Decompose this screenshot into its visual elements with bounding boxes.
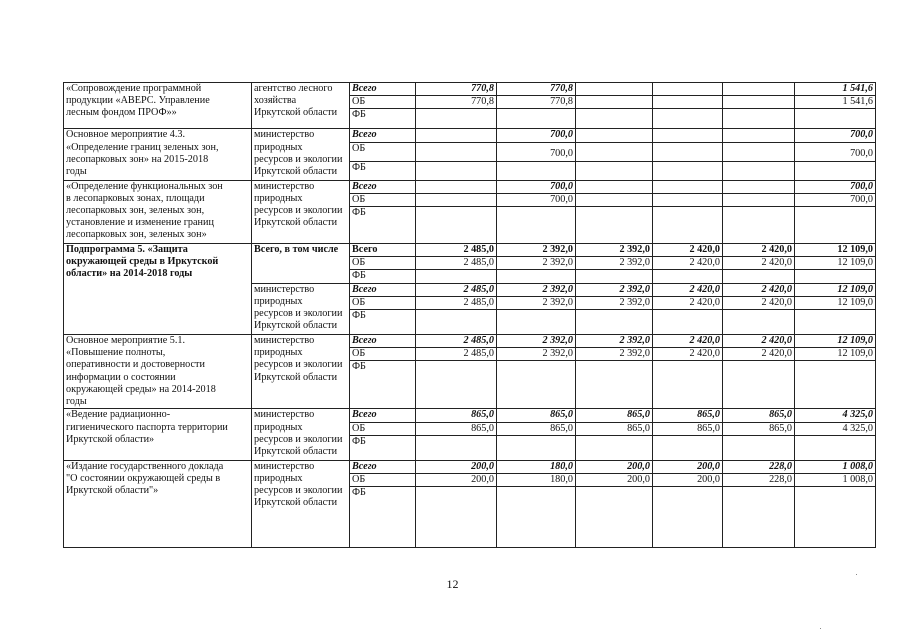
executor: министерство природных ресурсов и экологии Иркутской области <box>252 409 350 460</box>
value-2014: 2 485,0 <box>416 335 497 348</box>
page-number: 12 <box>446 577 459 591</box>
executor: министерство природных ресурсов и экологии Иркутской области <box>252 129 350 180</box>
value-2015: 770,8 <box>497 96 576 109</box>
value-2014 <box>416 310 497 335</box>
value-2016 <box>576 180 653 193</box>
value-2015: 2 392,0 <box>497 244 576 257</box>
value-total: 700,0 <box>795 180 876 193</box>
value-2017: 2 420,0 <box>653 283 723 296</box>
value-2015 <box>497 487 576 548</box>
table-row <box>64 180 876 193</box>
table-row <box>64 409 876 422</box>
value-2016: 200,0 <box>576 474 653 487</box>
value-2018 <box>723 129 795 142</box>
value-2015: 770,8 <box>497 83 576 96</box>
value-total: 12 109,0 <box>795 335 876 348</box>
value-2014 <box>416 435 497 460</box>
value-2015 <box>497 109 576 129</box>
executor: министерство природных ресурсов и экологии Иркутской области <box>252 283 350 334</box>
value-2017: 2 420,0 <box>653 257 723 270</box>
value-2015 <box>497 207 576 244</box>
funding-source: Всего <box>350 460 416 473</box>
value-2018: 865,0 <box>723 409 795 422</box>
value-total: 1 541,6 <box>795 83 876 96</box>
value-total <box>795 435 876 460</box>
value-2015: 865,0 <box>497 409 576 422</box>
value-2014: 2 485,0 <box>416 296 497 309</box>
value-2017 <box>653 161 723 180</box>
value-total <box>795 487 876 548</box>
value-2016: 2 392,0 <box>576 257 653 270</box>
value-total <box>795 109 876 129</box>
value-total: 4 325,0 <box>795 409 876 422</box>
value-2016 <box>576 207 653 244</box>
value-2016: 865,0 <box>576 422 653 435</box>
funding-source: ФБ <box>350 487 416 548</box>
funding-source: ОБ <box>350 348 416 361</box>
activity-name: «Ведение радиационно- гигиенического паспорта территории Иркутской области» <box>64 409 252 460</box>
value-2014 <box>416 270 497 283</box>
value-2015 <box>497 270 576 283</box>
value-2017: 865,0 <box>653 422 723 435</box>
value-2018 <box>723 193 795 206</box>
value-2017: 2 420,0 <box>653 348 723 361</box>
value-2017 <box>653 109 723 129</box>
value-total: 12 109,0 <box>795 257 876 270</box>
value-2014 <box>416 207 497 244</box>
value-2015 <box>497 161 576 180</box>
value-2014: 200,0 <box>416 460 497 473</box>
value-2017 <box>653 487 723 548</box>
value-2018 <box>723 310 795 335</box>
value-2016: 2 392,0 <box>576 296 653 309</box>
value-2017 <box>653 193 723 206</box>
value-2015: 700,0 <box>497 129 576 142</box>
value-total: 700,0 <box>795 142 876 161</box>
value-2015: 700,0 <box>497 193 576 206</box>
funding-source: Всего <box>350 335 416 348</box>
executor: Всего, в том числе <box>252 244 350 284</box>
value-2014 <box>416 109 497 129</box>
value-2016 <box>576 142 653 161</box>
value-total <box>795 361 876 409</box>
value-2014 <box>416 180 497 193</box>
table-row <box>64 335 876 348</box>
value-total <box>795 207 876 244</box>
value-2018: 228,0 <box>723 460 795 473</box>
value-2017 <box>653 96 723 109</box>
value-2018 <box>723 83 795 96</box>
value-total: 4 325,0 <box>795 422 876 435</box>
value-2017: 200,0 <box>653 460 723 473</box>
value-2016: 2 392,0 <box>576 283 653 296</box>
value-2018: 2 420,0 <box>723 348 795 361</box>
activity-name: «Сопровождение программной продукции «АВЕРС. Управление лесным фондом ПРОФ»» <box>64 83 252 129</box>
value-2018 <box>723 435 795 460</box>
value-2018 <box>723 109 795 129</box>
value-2017: 2 420,0 <box>653 335 723 348</box>
value-2015: 2 392,0 <box>497 257 576 270</box>
value-2015 <box>497 435 576 460</box>
value-2017 <box>653 142 723 161</box>
value-2017: 2 420,0 <box>653 244 723 257</box>
value-total <box>795 310 876 335</box>
value-2017 <box>653 310 723 335</box>
funding-source: ОБ <box>350 142 416 161</box>
value-2016 <box>576 310 653 335</box>
value-2018: 865,0 <box>723 422 795 435</box>
value-total: 12 109,0 <box>795 244 876 257</box>
value-2018: 2 420,0 <box>723 296 795 309</box>
value-2015: 180,0 <box>497 460 576 473</box>
value-2018 <box>723 142 795 161</box>
value-total <box>795 270 876 283</box>
funding-source: ФБ <box>350 361 416 409</box>
value-2017: 865,0 <box>653 409 723 422</box>
value-total: 1 008,0 <box>795 460 876 473</box>
value-total: 12 109,0 <box>795 348 876 361</box>
value-2016 <box>576 435 653 460</box>
table-row <box>64 460 876 473</box>
value-2018 <box>723 270 795 283</box>
value-2016 <box>576 83 653 96</box>
value-2014: 2 485,0 <box>416 283 497 296</box>
activity-name: «Определение функциональных зон в лесопарковых зонах, площади лесопарковых зон, зеленых зон, установление и изменение границ лесопарковых зон, зеленых зон» <box>64 180 252 243</box>
value-2015: 2 392,0 <box>497 296 576 309</box>
funding-source: ОБ <box>350 474 416 487</box>
funding-source: ФБ <box>350 161 416 180</box>
value-2015: 700,0 <box>497 180 576 193</box>
value-2016 <box>576 129 653 142</box>
funding-source: Всего <box>350 180 416 193</box>
value-2014 <box>416 129 497 142</box>
value-2014 <box>416 161 497 180</box>
value-2016: 865,0 <box>576 409 653 422</box>
value-total: 700,0 <box>795 193 876 206</box>
value-2014: 2 485,0 <box>416 348 497 361</box>
funding-source: ФБ <box>350 435 416 460</box>
value-2016 <box>576 161 653 180</box>
value-2015 <box>497 310 576 335</box>
executor: министерство природных ресурсов и экологии Иркутской области <box>252 180 350 243</box>
value-total: 1 008,0 <box>795 474 876 487</box>
value-total: 12 109,0 <box>795 296 876 309</box>
value-2018 <box>723 487 795 548</box>
value-2014 <box>416 193 497 206</box>
value-2014: 770,8 <box>416 83 497 96</box>
value-2014: 865,0 <box>416 409 497 422</box>
activity-name: Основное мероприятие 4.3. «Определение границ зеленых зон, лесопарковых зон» на 2015-2018 годы <box>64 129 252 180</box>
value-2015: 2 392,0 <box>497 283 576 296</box>
scan-speck <box>856 574 857 575</box>
funding-source: ФБ <box>350 109 416 129</box>
table-row <box>64 129 876 142</box>
value-2015: 2 392,0 <box>497 335 576 348</box>
budget-table <box>63 82 876 548</box>
table-row <box>64 244 876 257</box>
funding-source: Всего <box>350 83 416 96</box>
funding-source: ФБ <box>350 310 416 335</box>
value-2018 <box>723 180 795 193</box>
value-2016: 2 392,0 <box>576 244 653 257</box>
value-2018: 2 420,0 <box>723 283 795 296</box>
funding-source: Всего <box>350 244 416 257</box>
value-2017 <box>653 83 723 96</box>
value-2018 <box>723 161 795 180</box>
value-total: 12 109,0 <box>795 283 876 296</box>
value-2018: 2 420,0 <box>723 257 795 270</box>
value-2015 <box>497 361 576 409</box>
activity-name: «Издание государственного доклада "О состоянии окружающей среды в Иркутской области"» <box>64 460 252 547</box>
value-2016 <box>576 487 653 548</box>
value-2014: 200,0 <box>416 474 497 487</box>
value-2014 <box>416 142 497 161</box>
value-2016: 200,0 <box>576 460 653 473</box>
activity-name: Основное мероприятие 5.1. «Повышение полноты, оперативности и достоверности информации о состоянии окружающей среды» на 2014-2018 годы <box>64 335 252 409</box>
value-2017 <box>653 435 723 460</box>
funding-source: ФБ <box>350 270 416 283</box>
value-2018 <box>723 96 795 109</box>
value-2017 <box>653 180 723 193</box>
executor: агентство лесного хозяйства Иркутской области <box>252 83 350 129</box>
value-2015: 180,0 <box>497 474 576 487</box>
value-2017 <box>653 361 723 409</box>
value-2016 <box>576 193 653 206</box>
value-2017: 2 420,0 <box>653 296 723 309</box>
funding-source: ОБ <box>350 193 416 206</box>
funding-source: Всего <box>350 129 416 142</box>
value-2017: 200,0 <box>653 474 723 487</box>
value-2017 <box>653 129 723 142</box>
value-2016 <box>576 96 653 109</box>
executor: министерство природных ресурсов и экологии Иркутской области <box>252 335 350 409</box>
value-2014 <box>416 487 497 548</box>
value-2017 <box>653 207 723 244</box>
value-2014: 865,0 <box>416 422 497 435</box>
table-row <box>64 83 876 96</box>
value-2014: 2 485,0 <box>416 257 497 270</box>
funding-source: Всего <box>350 283 416 296</box>
value-total: 700,0 <box>795 129 876 142</box>
value-2018: 2 420,0 <box>723 335 795 348</box>
value-total: 1 541,6 <box>795 96 876 109</box>
value-2016 <box>576 270 653 283</box>
value-2016 <box>576 109 653 129</box>
value-2015: 865,0 <box>497 422 576 435</box>
scan-speck <box>820 628 821 629</box>
value-2018: 228,0 <box>723 474 795 487</box>
funding-source: Всего <box>350 409 416 422</box>
value-2014 <box>416 361 497 409</box>
value-2018 <box>723 361 795 409</box>
value-2016: 2 392,0 <box>576 335 653 348</box>
funding-source: ФБ <box>350 207 416 244</box>
value-2014: 770,8 <box>416 96 497 109</box>
value-2015: 2 392,0 <box>497 348 576 361</box>
value-2015: 700,0 <box>497 142 576 161</box>
funding-source: ОБ <box>350 96 416 109</box>
funding-source: ОБ <box>350 296 416 309</box>
funding-source: ОБ <box>350 422 416 435</box>
funding-source: ОБ <box>350 257 416 270</box>
executor: министерство природных ресурсов и экологии Иркутской области <box>252 460 350 547</box>
value-total <box>795 161 876 180</box>
value-2016: 2 392,0 <box>576 348 653 361</box>
value-2017 <box>653 270 723 283</box>
value-2014: 2 485,0 <box>416 244 497 257</box>
value-2018: 2 420,0 <box>723 244 795 257</box>
value-2018 <box>723 207 795 244</box>
subprogram-name: Подпрограмма 5. «Защита окружающей среды в Иркутской области» на 2014-2018 годы <box>64 244 252 335</box>
value-2016 <box>576 361 653 409</box>
